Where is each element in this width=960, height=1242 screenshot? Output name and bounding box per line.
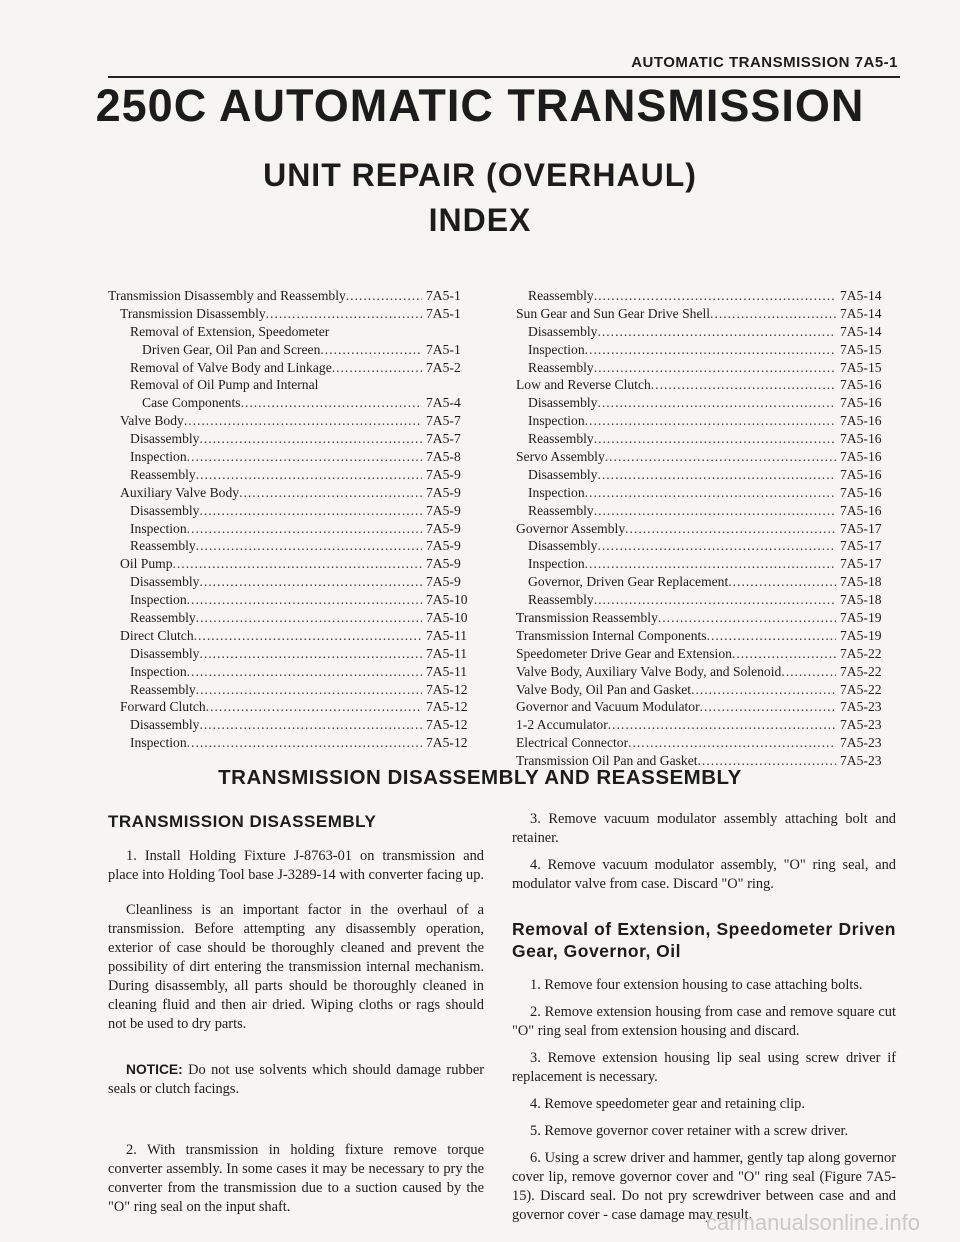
index-leader-dots — [199, 717, 422, 733]
index-entry — [108, 699, 482, 717]
index-entry-title: Disassembly — [130, 717, 200, 733]
index-entry-page: 7A5-9 — [426, 484, 461, 500]
index-leader-dots — [585, 342, 836, 358]
watermark: carmanualsonline.info — [705, 1210, 920, 1235]
removal-extension-heading: Removal of Extension, Speedometer Driven Gear, Governor, Oil — [512, 919, 896, 961]
index-entry-page: 7A5-22 — [840, 663, 882, 679]
index-entry-page: 7A5-15 — [840, 359, 882, 375]
index-leader-dots — [585, 413, 836, 429]
transmission-disassembly-heading: TRANSMISSION DISASSEMBLY — [108, 812, 377, 831]
subtitle-index: INDEX — [428, 202, 532, 238]
index-entry — [516, 556, 896, 574]
index-entry-title: Electrical Connector — [516, 735, 629, 751]
index-entry-page: 7A5-11 — [426, 663, 468, 679]
index-leader-dots — [594, 503, 836, 519]
index-entry-page: 7A5-9 — [426, 538, 461, 554]
index-entry-title: Governor and Vacuum Modulator — [516, 699, 700, 715]
index-entry — [108, 682, 482, 700]
index-entry — [108, 556, 482, 574]
index-entry-page: 7A5-9 — [426, 574, 461, 590]
index-leader-dots — [594, 431, 836, 447]
index-leader-dots — [194, 628, 422, 644]
index-entry-page: 7A5-4 — [426, 395, 461, 411]
notice-text: Do not use solvents which should damage rubber seals or clutch facings. — [108, 1062, 484, 1097]
index-entry — [516, 521, 896, 539]
index-leader-dots — [266, 306, 422, 322]
index-entry — [516, 717, 896, 735]
index-entry — [108, 342, 482, 360]
index-entry-title: Sun Gear and Sun Gear Drive Shell — [516, 305, 711, 321]
index-entry — [516, 431, 896, 449]
index-entry — [516, 288, 896, 306]
index-entry — [108, 503, 482, 521]
removal-step-6: 6. Using a screw driver and hammer, gently tap along governor cover lip, remove governor cover and "O" ring seal (Figure 7A5-15). Discard seal. Do not pry screwdriver between case and and governor cover - case damage may result. — [512, 1150, 896, 1223]
index-entry — [108, 413, 482, 431]
index-entry-title: Reassembly — [130, 610, 196, 626]
index-entry — [108, 735, 482, 753]
index-entry — [108, 628, 482, 646]
index-leader-dots — [597, 395, 836, 411]
index-entry-page: 7A5-12 — [426, 681, 468, 697]
index-entry — [108, 324, 482, 342]
index-entry-title: Driven Gear, Oil Pan and Screen — [142, 341, 321, 357]
index-entry — [516, 395, 896, 413]
index-entry-page: 7A5-9 — [426, 502, 461, 518]
index-entry — [108, 449, 482, 467]
index-leader-dots — [199, 646, 422, 662]
index-entry-title: Reassembly — [528, 592, 594, 608]
index-entry-page: 7A5-17 — [840, 520, 882, 536]
index-entry — [108, 574, 482, 592]
section-heading: TRANSMISSION DISASSEMBLY AND REASSEMBLY — [218, 766, 742, 789]
notice-label: NOTICE: — [126, 1062, 183, 1077]
index-entry-page: 7A5-1 — [426, 341, 461, 357]
index-leader-dots — [241, 395, 422, 411]
index-entry — [516, 664, 896, 682]
index-entry-title: Inspection — [528, 341, 585, 357]
index-entry-page: 7A5-7 — [426, 431, 461, 447]
index-entry-page: 7A5-19 — [840, 627, 882, 643]
index-entry — [516, 324, 896, 342]
index-entry — [516, 377, 896, 395]
index-leader-dots — [597, 324, 836, 340]
index-leader-dots — [594, 288, 836, 304]
index-entry-title: Disassembly — [528, 323, 598, 339]
index-leader-dots — [628, 735, 836, 751]
index-entry-title: Disassembly — [528, 395, 598, 411]
index-entry-title: Reassembly — [528, 431, 594, 447]
index-entry-title: 1-2 Accumulator — [516, 717, 608, 733]
index-entry — [516, 306, 896, 324]
index-leader-dots — [700, 699, 836, 715]
index-entry — [108, 664, 482, 682]
index-entry — [516, 413, 896, 431]
index-entry-page: 7A5-16 — [840, 431, 882, 447]
removal-step-1: 1. Remove four extension housing to case attaching bolts. — [530, 977, 863, 993]
index-leader-dots — [597, 467, 836, 483]
index-entry-page: 7A5-11 — [426, 645, 468, 661]
index-entry — [108, 377, 482, 395]
index-entry-title: Inspection — [528, 484, 585, 500]
index-entry — [516, 682, 896, 700]
index-entry — [516, 628, 896, 646]
index-entry-page: 7A5-16 — [840, 377, 882, 393]
index-entry-title: Oil Pump — [120, 556, 173, 572]
index-entry-title: Speedometer Drive Gear and Extension — [516, 645, 732, 661]
index-entry-page: 7A5-17 — [840, 538, 882, 554]
index-leader-dots — [608, 717, 836, 733]
index-leader-dots — [196, 682, 422, 698]
index-leader-dots — [199, 503, 422, 519]
index-leader-dots — [728, 574, 836, 590]
index-entry-title: Disassembly — [130, 502, 200, 518]
index-entry — [108, 395, 482, 413]
index-entry-page: 7A5-9 — [426, 556, 461, 572]
index-entry-page: 7A5-22 — [840, 645, 882, 661]
index-leader-dots — [594, 592, 836, 608]
index-entry-title: Reassembly — [528, 288, 594, 303]
index-entry — [516, 610, 896, 628]
index-leader-dots — [187, 592, 422, 608]
index-entry-page: 7A5-1 — [426, 288, 461, 303]
index-entry-title: Valve Body, Auxiliary Valve Body, and Solenoid — [516, 663, 782, 679]
index-entry-page: 7A5-16 — [840, 466, 882, 482]
index-entry — [516, 538, 896, 556]
step-1: 1. Install Holding Fixture J-8763-01 on transmission and place into Holding Tool base J-3289-14 with converter facing up. — [108, 848, 484, 883]
index-right-column — [516, 288, 896, 771]
index-entry-page: 7A5-7 — [426, 413, 461, 429]
index-entry — [108, 360, 482, 378]
index-leader-dots — [585, 485, 836, 501]
index-entry — [108, 592, 482, 610]
cleanliness-paragraph: Cleanliness is an important factor in the overhaul of a transmission. Before attempting any disassembly operation, exterior of case should be thoroughly cleaned and prevent the possibility of dirt entering the transmission internal mechanism. During disassembly, all parts should be thoroughly cleaned in cleaning fluid and then air dried. Wiping cloths or rags should not be used to dry parts. — [108, 902, 484, 1032]
index-entry-title: Valve Body — [120, 413, 184, 429]
index-entry-title: Removal of Valve Body and Linkage — [130, 359, 332, 375]
index-entry-page: 7A5-9 — [426, 520, 461, 536]
page-title: 250C AUTOMATIC TRANSMISSION — [95, 80, 865, 131]
index-left-column — [108, 288, 482, 753]
index-entry-title: Reassembly — [130, 466, 196, 482]
index-entry-title: Reassembly — [528, 359, 594, 375]
index-leader-dots — [346, 288, 422, 304]
index-entry-title: Removal of Extension, Speedometer — [130, 323, 330, 339]
index-entry — [516, 467, 896, 485]
index-entry-page: 7A5-18 — [840, 574, 882, 590]
index-entry-title: Forward Clutch — [120, 699, 206, 715]
index-entry-title: Transmission Reassembly — [516, 610, 658, 626]
index-leader-dots — [594, 360, 836, 376]
index-entry-title: Inspection — [130, 663, 187, 679]
index-leader-dots — [196, 538, 422, 554]
index-entry-page: 7A5-16 — [840, 449, 882, 465]
index-entry-page: 7A5-16 — [840, 502, 882, 518]
index-leader-dots — [187, 449, 422, 465]
index-entry-page: 7A5-14 — [840, 288, 882, 303]
right-text-column — [512, 810, 896, 1233]
index-entry-title: Disassembly — [528, 538, 598, 554]
index-leader-dots — [206, 699, 422, 715]
index-entry-title: Valve Body, Oil Pan and Gasket — [516, 681, 692, 697]
index-leader-dots — [732, 646, 836, 662]
index-entry — [108, 431, 482, 449]
index-entry-title: Disassembly — [130, 645, 200, 661]
index-entry-title: Transmission Oil Pan and Gasket — [516, 753, 698, 769]
index-entry — [516, 735, 896, 753]
index-entry-page: 7A5-10 — [426, 610, 468, 626]
index-entry-title: Inspection — [130, 592, 187, 608]
index-entry-page: 7A5-10 — [426, 592, 468, 608]
header-rule — [108, 76, 900, 78]
index-entry-page: 7A5-14 — [840, 305, 882, 321]
index-entry-page: 7A5-22 — [840, 681, 882, 697]
index-entry-title: Low and Reverse Clutch — [516, 377, 651, 393]
index-leader-dots — [658, 610, 836, 626]
removal-step-3: 3. Remove extension housing lip seal using screw driver if replacement is necessary. — [512, 1050, 896, 1085]
index-entry-title: Disassembly — [130, 574, 200, 590]
index-leader-dots — [320, 342, 422, 358]
index-entry-title: Inspection — [130, 735, 187, 751]
index-entry — [108, 485, 482, 503]
index-entry — [516, 699, 896, 717]
index-entry — [516, 646, 896, 664]
index-entry-title: Inspection — [130, 449, 187, 465]
index-leader-dots — [187, 521, 422, 537]
index-entry-page: 7A5-12 — [426, 699, 468, 715]
index-leader-dots — [239, 485, 422, 501]
index-leader-dots — [710, 306, 836, 322]
index-entry-page: 7A5-23 — [840, 699, 882, 715]
index-entry-page: 7A5-23 — [840, 753, 882, 769]
index-leader-dots — [651, 377, 836, 393]
index-entry-page: 7A5-9 — [426, 466, 461, 482]
index-entry-title: Inspection — [528, 556, 585, 572]
index-entry — [108, 538, 482, 556]
index-entry-title: Inspection — [528, 413, 585, 429]
index-entry-page: 7A5-1 — [426, 305, 461, 321]
index-entry-title: Auxiliary Valve Body — [120, 484, 240, 500]
notice-paragraph — [108, 1060, 484, 1099]
index-entry-title: Servo Assembly — [516, 449, 605, 465]
index-entry-page: 7A5-23 — [840, 735, 882, 751]
index-entry — [516, 592, 896, 610]
index-entry — [108, 288, 482, 306]
index-entry-page: 7A5-12 — [426, 717, 468, 733]
index-leader-dots — [184, 413, 422, 429]
index-entry-title: Case Components — [142, 395, 241, 411]
index-leader-dots — [199, 574, 422, 590]
removal-step-2: 2. Remove extension housing from case and remove square cut "O" ring seal from extension housing and discard. — [512, 1004, 896, 1039]
index-leader-dots — [625, 521, 836, 537]
index-entry — [108, 467, 482, 485]
index-leader-dots — [781, 664, 836, 680]
index-entry-page: 7A5-16 — [840, 395, 882, 411]
index-entry-page: 7A5-17 — [840, 556, 882, 572]
step-2: 2. With transmission in holding fixture remove torque converter assembly. In some cases it may be necessary to pry the converter from the transmission due to a suction caused by the "O" ring seal on the input shaft. — [108, 1142, 484, 1215]
index-leader-dots — [187, 664, 422, 680]
index-entry-title: Disassembly — [130, 431, 200, 447]
index-entry — [516, 342, 896, 360]
index-entry — [108, 717, 482, 735]
index-entry-page: 7A5-11 — [426, 627, 468, 643]
removal-step-4: 4. Remove speedometer gear and retaining clip. — [530, 1096, 805, 1112]
index-entry — [516, 485, 896, 503]
index-entry — [516, 360, 896, 378]
index-entry — [108, 521, 482, 539]
subtitle-unit-repair: UNIT REPAIR (OVERHAUL) — [263, 157, 697, 193]
running-header: AUTOMATIC TRANSMISSION 7A5-1 — [631, 54, 898, 71]
index-entry-page: 7A5-15 — [840, 341, 882, 357]
index-entry-page: 7A5-16 — [840, 413, 882, 429]
index-entry-title: Reassembly — [130, 538, 196, 554]
index-leader-dots — [187, 735, 422, 751]
index-leader-dots — [196, 467, 422, 483]
index-leader-dots — [332, 360, 422, 376]
index-entry — [108, 610, 482, 628]
index-entry-page: 7A5-18 — [840, 592, 882, 608]
index-leader-dots — [707, 628, 836, 644]
index-entry-title: Transmission Disassembly — [120, 305, 266, 321]
index-entry-title: Transmission Internal Components — [516, 627, 707, 643]
index-entry-title: Reassembly — [528, 502, 594, 518]
step-3: 3. Remove vacuum modulator assembly attaching bolt and retainer. — [512, 811, 896, 846]
index-entry-title: Inspection — [130, 520, 187, 536]
index-leader-dots — [585, 556, 836, 572]
index-entry-title: Reassembly — [130, 681, 196, 697]
index-leader-dots — [597, 538, 836, 554]
index-entry-title: Governor, Driven Gear Replacement — [528, 574, 729, 590]
index-leader-dots — [605, 449, 836, 465]
index-entry — [108, 646, 482, 664]
left-text-column — [108, 810, 484, 1225]
index-entry-title: Direct Clutch — [120, 627, 194, 643]
index-leader-dots — [199, 431, 422, 447]
index-leader-dots — [196, 610, 422, 626]
index-entry-page: 7A5-2 — [426, 359, 461, 375]
index-entry-page: 7A5-8 — [426, 449, 461, 465]
index-entry — [108, 306, 482, 324]
removal-step-5: 5. Remove governor cover retainer with a screw driver. — [530, 1123, 849, 1139]
index-entry — [516, 503, 896, 521]
index-entry-page: 7A5-19 — [840, 610, 882, 626]
index-entry-title: Disassembly — [528, 466, 598, 482]
index-leader-dots — [691, 682, 836, 698]
step-4: 4. Remove vacuum modulator assembly, "O" ring seal, and modulator valve from case. Discard "O" ring. — [512, 857, 896, 892]
index-entry-page: 7A5-23 — [840, 717, 882, 733]
index-entry-title: Governor Assembly — [516, 520, 626, 536]
index-leader-dots — [173, 556, 423, 572]
index-entry — [516, 574, 896, 592]
index-entry-page: 7A5-16 — [840, 484, 882, 500]
index-entry-page: 7A5-14 — [840, 323, 882, 339]
index-entry-page: 7A5-12 — [426, 735, 468, 751]
index-entry — [516, 449, 896, 467]
index-entry-title: Transmission Disassembly and Reassembly — [108, 288, 346, 303]
index-entry-title: Removal of Oil Pump and Internal — [130, 377, 319, 393]
